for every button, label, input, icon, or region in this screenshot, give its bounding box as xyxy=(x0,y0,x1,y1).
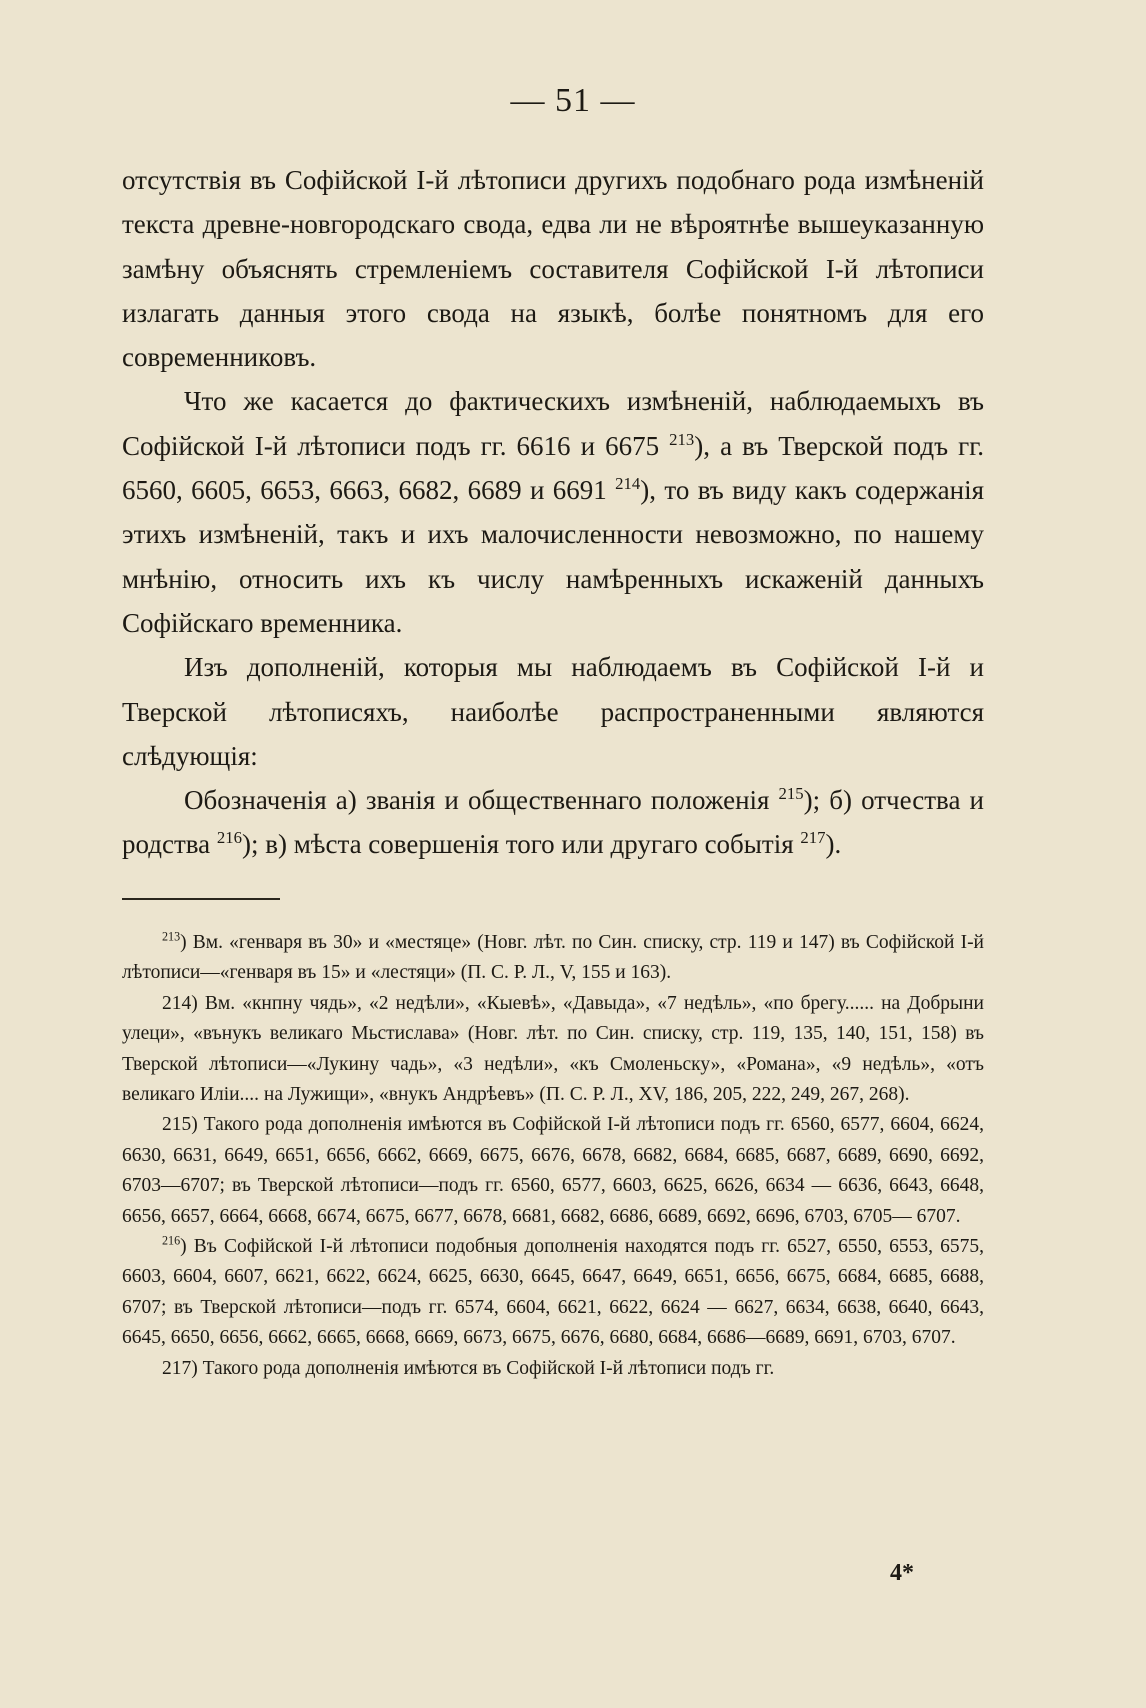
signature-mark: 4* xyxy=(890,1560,914,1586)
paragraph-1: отсутствія въ Софійской І-й лѣтописи другихъ подобнаго рода измѣненій текста древне-новгородскаго свода, едва ли не вѣроятнѣе вышеуказанную замѣну объяснять стремленіемъ составителя Софійской І-й лѣтописи излагать данныя этого свода на языкѣ, болѣе понятномъ для его современниковъ. xyxy=(122,165,984,373)
main-text xyxy=(122,158,984,867)
footnote-ref-217[interactable]: 217 xyxy=(800,828,826,848)
footnotes xyxy=(122,928,984,1384)
paragraph-3: Изъ дополненій, которыя мы наблюдаемъ въ Софійской І-й и Тверской лѣтописяхъ, наиболѣе распространенными являются слѣдующія: xyxy=(122,652,984,771)
footnote-217: 217) Такого рода дополненія имѣются въ Софійской І-й лѣтописи подъ гг. xyxy=(162,1357,775,1379)
footnote-214: 214) Вм. «кнпну чядь», «2 недѣли», «Кыевѣ», «Давыда», «7 недѣль», «по брегу...... на Добрыни улеци», «вънукъ великаго Мьстислава» (Новг. лѣт. по Син. списку, стр. 119, 135, 140, 151, 158) въ Тверской лѣтописи—«Лукину чадь», «3 недѣли», «къ Смоленьску», «Романа», «9 недѣль», «отъ великаго Иліи.... на Лужищи», «внукъ Андрѣевъ» (П. С. Р. Л., XV, 186, 205, 222, 249, 267, 268). xyxy=(122,992,984,1106)
paragraph-4: Обозначенія а) званія и общественнаго положенія $^{215}$); б) отчества и родства $^{216}$); в) мѣста совершенія того или другаго событія $^{217}$). xyxy=(122,784,984,860)
footnote-213: $^{213}$) Вм. «генваря въ 30» и «местяце» (Новг. лѣт. по Син. списку, стр. 119 и 147) въ Софійской І-й лѣтописи—«генваря въ 15» и «лестяци» (П. С. Р. Л., V, 155 и 163). xyxy=(122,929,984,984)
footnote-ref-215[interactable]: 215 xyxy=(778,784,804,804)
footnote-ref-216[interactable]: 216 xyxy=(216,828,242,848)
page-number: — 51 — xyxy=(510,82,636,119)
footnote-ref-214[interactable]: 214 xyxy=(615,474,641,494)
paragraph-2: Что же касается до фактическихъ измѣненій, наблюдаемыхъ въ Софійской І-й лѣтописи подъ гг. 6616 и 6675 $^{213}$), а въ Тверской подъ гг. 6560, 6605, 6653, 6663, 6682, 6689 и 6691 $^{214}$), то въ виду какъ содержанія этихъ измѣненій, такъ и ихъ малочисленности невозможно, по нашему мнѣнію, относить ихъ къ числу намѣренныхъ искаженій данныхъ Софійскаго временника. xyxy=(122,386,984,638)
footnote-216: $^{216}$) Въ Софійской І-й лѣтописи подобныя дополненія находятся подъ гг. 6527, 6550, 6553, 6575, 6603, 6604, 6607, 6621, 6622, 6624, 6625, 6630, 6645, 6647, 6649, 6651, 6656, 6675, 6684, 6685, 6688, 6707; въ Тверской лѣтописи—подъ гг. 6574, 6604, 6621, 6622, 6624 — 6627, 6634, 6638, 6640, 6643, 6645, 6650, 6656, 6662, 6665, 6668, 6669, 6673, 6675, 6676, 6680, 6684, 6686—6689, 6691, 6703, 6707. xyxy=(122,1233,984,1349)
footnote-ref-213[interactable]: 213 xyxy=(669,429,695,449)
footnote-divider xyxy=(122,898,280,900)
footnote-215: 215) Такого рода дополненія имѣются въ Софійской І-й лѣтописи подъ гг. 6560, 6577, 6604, 6624, 6630, 6631, 6649, 6651, 6656, 6662, 6669, 6675, 6676, 6678, 6682, 6684, 6685, 6687, 6689, 6690, 6692, 6703—6707; въ Тверской лѣтописи—подъ гг. 6560, 6577, 6603, 6625, 6626, 6634 — 6636, 6643, 6648, 6656, 6657, 6664, 6668, 6674, 6675, 6677, 6678, 6681, 6682, 6686, 6689, 6692, 6696, 6703, 6705— 6707. xyxy=(122,1114,984,1227)
